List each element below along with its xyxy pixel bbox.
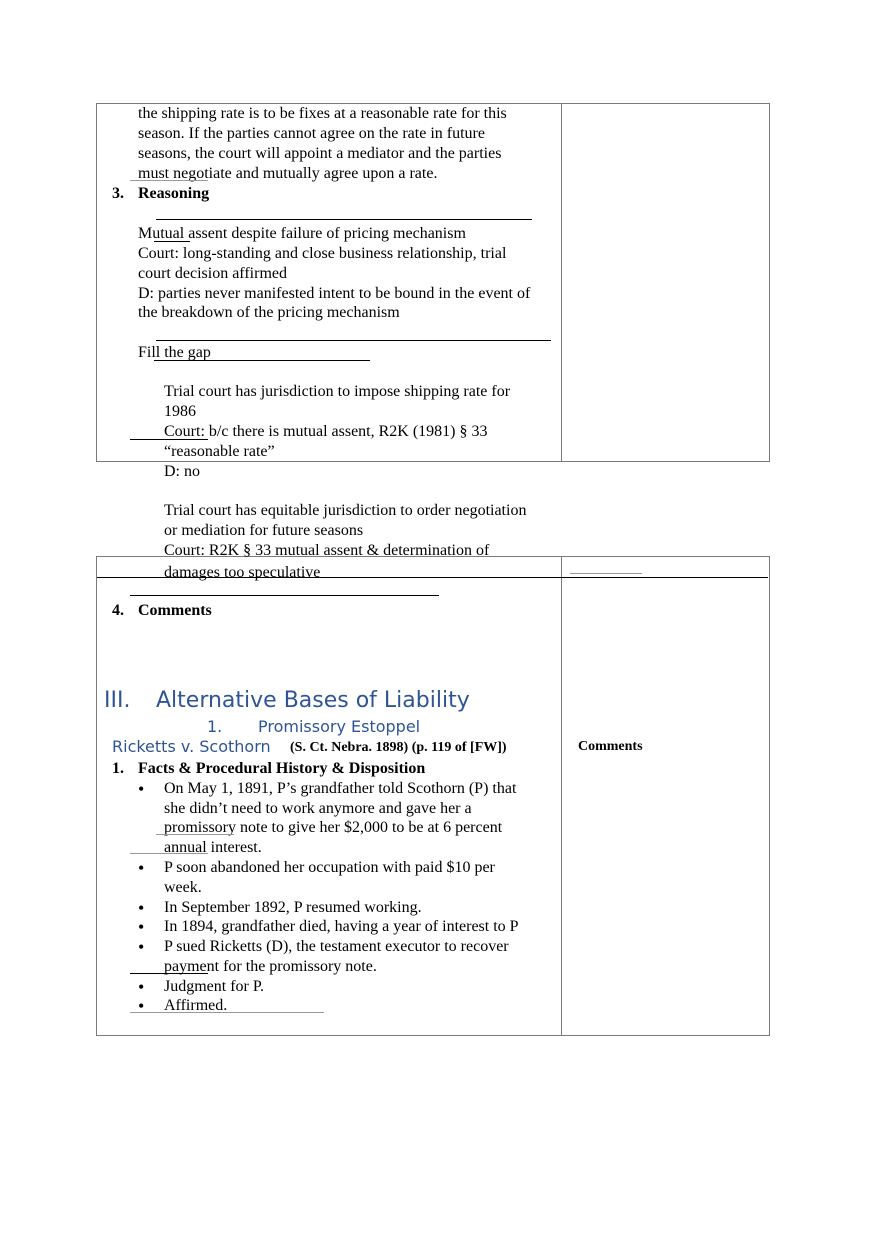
fact-bullet-4: • In 1894, grandfather died, having a year of interest to P xyxy=(164,917,519,937)
reasoning-number: 3. xyxy=(112,185,124,202)
facts-heading: Facts & Procedural History & Disposition xyxy=(138,760,426,777)
case-citation: (S. Ct. Nebra. 1898) (p. 119 of [FW]) xyxy=(290,740,507,755)
reasoning-line-2: Court: long-standing and close business relationship, trial xyxy=(138,245,507,262)
fact-bullet-2: • P soon abandoned her occupation with paid $10 per xyxy=(164,858,495,878)
fact-bullet-5-cont: payment for the promissory note. xyxy=(164,958,377,975)
fact-bullet-6: • Judgment for P. xyxy=(164,977,264,997)
divider-rule xyxy=(154,241,190,242)
issue-1-line-1: Trial court has jurisdiction to impose shipping rate for xyxy=(164,383,511,400)
reasoning-line-3: court decision affirmed xyxy=(138,265,287,282)
subsection-number: 1. xyxy=(207,717,223,736)
reasoning-heading: Reasoning xyxy=(138,185,210,202)
holding-line-2: season. If the parties cannot agree on the rate in future xyxy=(138,125,485,142)
fill-the-gap-heading: Fill the gap xyxy=(138,344,211,361)
fact-bullet-5: • P sued Ricketts (D), the testament executor to recover xyxy=(164,937,509,957)
fact-bullet-1-cont: she didn’t need to work anymore and gave her a xyxy=(164,800,472,817)
issue-1-line-2: 1986 xyxy=(164,403,196,420)
revision-mark xyxy=(156,834,234,835)
fact-bullet-1-cont: promissory note to give her $2,000 to be at 6 percent xyxy=(164,819,503,836)
revision-mark xyxy=(130,180,208,181)
side-comments-label: Comments xyxy=(578,739,643,754)
subsection-title: Promissory Estoppel xyxy=(258,717,421,736)
revision-mark xyxy=(130,1012,324,1013)
divider-rule xyxy=(156,340,551,341)
issue-2-line-2: or mediation for future seasons xyxy=(164,522,364,539)
reasoning-line-5: the breakdown of the pricing mechanism xyxy=(138,304,400,321)
fact-bullet-1-cont: annual interest. xyxy=(164,839,262,856)
issue-2-line-3: Court: R2K § 33 mutual assent & determination of xyxy=(164,542,490,559)
facts-number: 1. xyxy=(112,760,124,777)
divider-rule xyxy=(130,595,439,596)
revision-mark xyxy=(130,853,208,854)
issue-1-line-4: “reasonable rate” xyxy=(164,443,275,460)
revision-mark xyxy=(570,573,642,574)
fact-bullet-1: • On May 1, 1891, P’s grandfather told Scothorn (P) that xyxy=(164,779,516,799)
fact-bullet-2-cont: week. xyxy=(164,879,202,896)
comments-heading: Comments xyxy=(138,602,212,619)
issue-2-line-1: Trial court has equitable jurisdiction to order negotiation xyxy=(164,502,527,519)
issue-1-line-5: D: no xyxy=(164,463,200,480)
issue-1-line-3: Court: b/c there is mutual assent, R2K (1981) § 33 xyxy=(164,423,488,440)
holding-line-3: seasons, the court will appoint a mediator and the parties xyxy=(138,145,502,162)
section-number: III. xyxy=(104,688,131,713)
comments-number: 4. xyxy=(112,602,124,619)
fact-bullet-3: • In September 1892, P resumed working. xyxy=(164,898,422,918)
issue-2-line-4: damages too speculative xyxy=(164,564,321,581)
divider-rule xyxy=(154,360,370,361)
holding-line-1: the shipping rate is to be fixes at a reasonable rate for this xyxy=(138,105,507,122)
holding-line-4: must negotiate and mutually agree upon a rate. xyxy=(138,165,438,182)
reasoning-line-4: D: parties never manifested intent to be bound in the event of xyxy=(138,285,531,302)
table-2-column-divider xyxy=(561,556,562,1035)
reasoning-line-1: Mutual assent despite failure of pricing mechanism xyxy=(138,225,466,242)
table-1-column-divider xyxy=(561,103,562,461)
case-name: Ricketts v. Scothorn xyxy=(112,737,271,756)
section-title: Alternative Bases of Liability xyxy=(156,688,470,713)
revision-mark xyxy=(130,973,208,974)
revision-mark xyxy=(130,439,208,440)
divider-rule xyxy=(156,219,532,220)
fact-bullet-7: • Affirmed. xyxy=(164,996,227,1016)
